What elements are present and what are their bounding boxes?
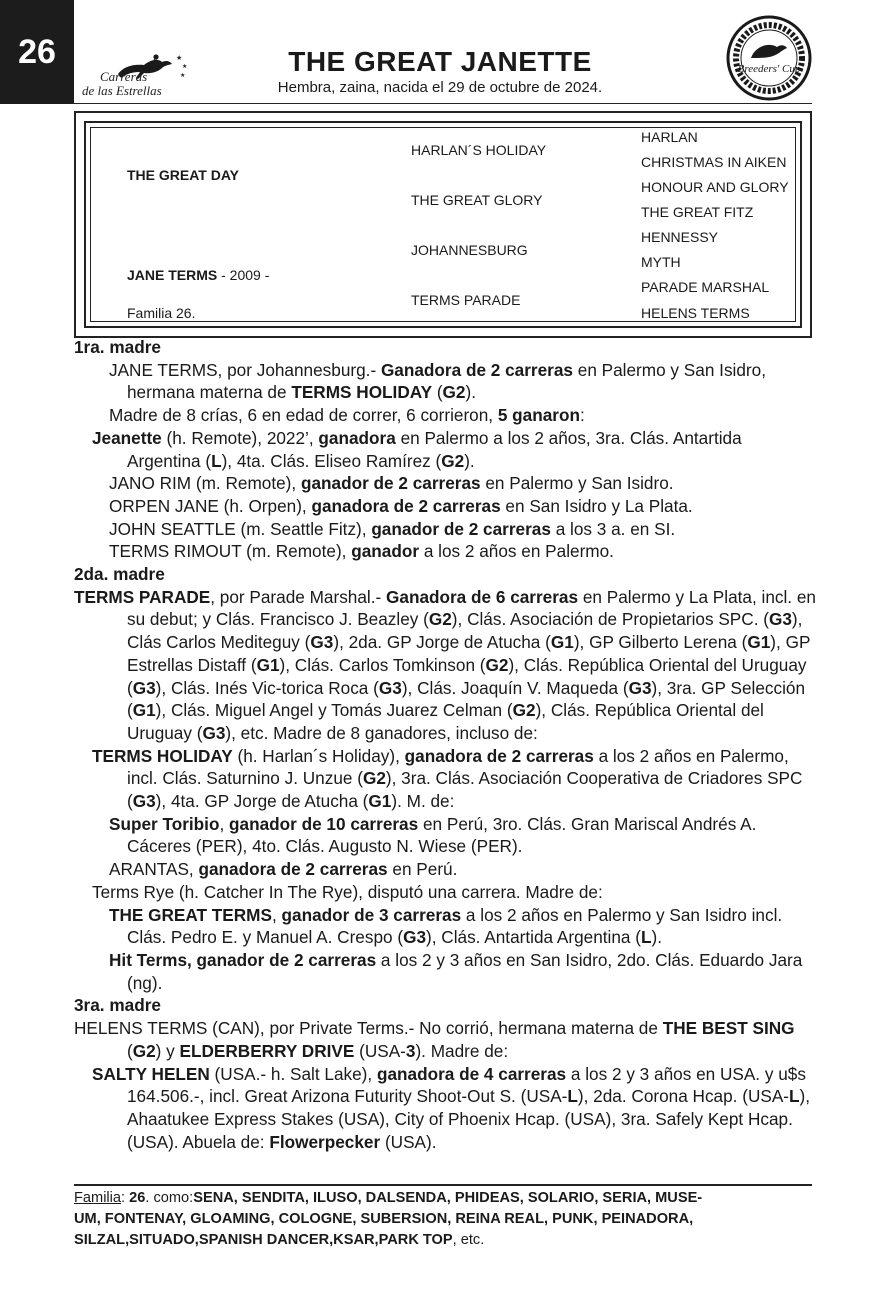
pedigree-dam-year: - 2009 -	[217, 267, 270, 283]
pedigree-table	[74, 111, 812, 338]
produce-super-toribio: Super Toribio, ganador de 10 carreras en Perú, 3ro. Clás. Gran Mariscal Andrés A. Cáceres (PER), 4to. Clás. Augusto N. Wiese (PER).	[109, 813, 757, 857]
lot-number-box	[0, 0, 74, 104]
pedigree-gen2-3: JOHANNESBURG	[411, 242, 528, 258]
lot-number: 26	[18, 32, 56, 71]
pedigree-sire: THE GREAT DAY	[127, 167, 240, 183]
page-title: THE GREAT JANETTE	[288, 46, 592, 77]
pedigree-gen3-6: MYTH	[641, 254, 681, 270]
carreras-de-las-estrellas-logo	[80, 52, 190, 100]
section-heading-3ra-madre: 3ra. madre	[74, 995, 161, 1016]
produce-john-seattle: JOHN SEATTLE (m. Seattle Fitz), ganador de 2 carreras a los 3 a. en SI.	[109, 518, 676, 539]
second-dam-entry: TERMS PARADE, por Parade Marshal.- Ganadora de 6 carreras en Palermo y La Plata, incl. en su debut; y Clás. Francisco J. Beazley (G2), Clás. Asociación de Propietarios SPC. (G3), Clás Carlos Mediteguy (G3), 2da. GP Jorge de Atucha (G1), GP Gilberto Lerena (G1), GP Estrellas Distaff (G1), Clás. Carlos Tomkinson (G2), Clás. República Oriental del Uruguay (G3), Clás. Inés Vic-torica Roca (G3), Clás. Joaquín V. Maqueda (G3), 3ra. GP Selección (G1), Clás. Miguel Angel y Tomás Juarez Celman (G2), Clás. República Oriental del Uruguay (G3), etc. Madre de 8 ganadores, incluso de:	[74, 586, 816, 743]
pedigree-gen3-4: THE GREAT FITZ	[641, 204, 754, 220]
family-label: Familia	[74, 1190, 122, 1206]
pedigree-dam: JANE TERMS	[127, 267, 218, 283]
pedigree-gen2-4: TERMS PARADE	[411, 292, 521, 308]
produce-salty-helen: SALTY HELEN (USA.- h. Salt Lake), ganadora de 4 carreras a los 2 y 3 años en USA. y u$s 164.506.-, incl. Great Arizona Futurity Shoot-Out S. (USA-L), 2da. Corona Hcap. (USA-L), Ahaatukee Express Stakes (USA), City of Phoenix Hcap. (USA), 3ra. Safely Kept Hcap. (USA). Abuela de: Flowerpecker (USA).	[92, 1063, 811, 1152]
produce-terms-holiday: TERMS HOLIDAY (h. Harlan´s Holiday), ganadora de 2 carreras a los 2 años en Palermo, incl. Clás. Saturnino J. Unzue (G2), 3ra. Clás. Asociación Cooperativa de Criadores SPC (G3), 4ta. GP Jorge de Atucha (G1). M. de:	[92, 745, 803, 812]
produce-terms-rimout: TERMS RIMOUT (m. Remote), ganador a los 2 años en Palermo.	[109, 541, 614, 562]
pedigree-gen3-5: HENNESSY	[641, 229, 719, 245]
pedigree-dam-row	[127, 267, 269, 283]
pedigree-gen2-2: THE GREAT GLORY	[411, 192, 543, 208]
footer-divider	[74, 1184, 812, 1186]
produce-jano-rim: JANO RIM (m. Remote), ganador de 2 carreras en Palermo y San Isidro.	[109, 473, 674, 494]
pedigree-gen3-2: CHRISTMAS IN AIKEN	[641, 154, 787, 170]
produce-arantas: ARANTAS, ganadora de 2 carreras en Perú.	[109, 859, 458, 880]
pedigree-gen2-1: HARLAN´S HOLIDAY	[411, 142, 547, 158]
dam-entry: JANE TERMS, por Johannesburg.- Ganadora de 2 carreras en Palermo y San Isidro, hermana materna de TERMS HOLIDAY (G2).	[109, 359, 766, 403]
svg-text:★: ★	[180, 73, 186, 79]
pedigree-gen3-3: HONOUR AND GLORY	[641, 179, 789, 195]
pedigree-gen3-7: PARADE MARSHAL	[641, 279, 770, 295]
family-footer: Familia: 26. como:SENA, SENDITA, ILUSO, DALSENDA, PHIDEAS, SOLARIO, SERIA, MUSE- UM, FONTENAY, GLOAMING, COLOGNE, SUBERSION, REINA REAL, PUNK, PEINADORA, SILZAL,SITUADO,SPANISH DANCER,KSAR,PARK TOP, etc.	[74, 1190, 703, 1248]
pedigree-gen3-8: HELENS TERMS	[641, 305, 750, 321]
produce-jeanette: Jeanette (h. Remote), 2022’, ganadora en Palermo a los 2 años, 3ra. Clás. Antartida Argentina (L), 4ta. Clás. Eliseo Ramírez (G2).	[92, 427, 742, 471]
produce-hit-terms: Hit Terms, ganador de 2 carreras a los 2 y 3 años en San Isidro, 2do. Clás. Eduardo Jara (ng).	[109, 949, 803, 993]
svg-text:★: ★	[176, 55, 183, 62]
pedigree-family: Familia 26.	[127, 305, 196, 321]
third-dam-entry: HELENS TERMS (CAN), por Private Terms.- No corrió, hermana materna de THE BEST SING (G2) y ELDERBERRY DRIVE (USA-3). Madre de:	[74, 1018, 795, 1061]
dam-produce-summary: Madre de 8 crías, 6 en edad de correr, 6 corrieron, 5 ganaron:	[109, 405, 585, 426]
produce-terms-rye: Terms Rye (h. Catcher In The Rye), disputó una carrera. Madre de:	[92, 881, 603, 902]
logo-left-line1: Carreras	[100, 69, 148, 84]
catalog-body	[74, 336, 819, 1153]
header-divider	[74, 103, 812, 104]
produce-the-great-terms: THE GREAT TERMS, ganador de 3 carreras a los 2 años en Palermo y San Isidro incl. Clás. Pedro E. y Manuel A. Crespo (G3), Clás. Antartida Argentina (L).	[109, 904, 783, 948]
breeders-cup-text: Breeders' Cup	[737, 63, 801, 75]
section-heading-2da-madre: 2da. madre	[74, 564, 165, 585]
pedigree-gen3-1: HARLAN	[641, 129, 698, 145]
section-heading-1ra-madre: 1ra. madre	[74, 337, 161, 357]
horse-description: Hembra, zaina, nacida el 29 de octubre de 2024.	[277, 79, 603, 96]
logo-left-line2: de las Estrellas	[82, 83, 162, 98]
produce-orpen-jane: ORPEN JANE (h. Orpen), ganadora de 2 carreras en San Isidro y La Plata.	[109, 495, 693, 516]
svg-text:★: ★	[182, 64, 188, 70]
family-number: 26	[129, 1190, 146, 1206]
breeders-cup-seal	[725, 14, 813, 102]
